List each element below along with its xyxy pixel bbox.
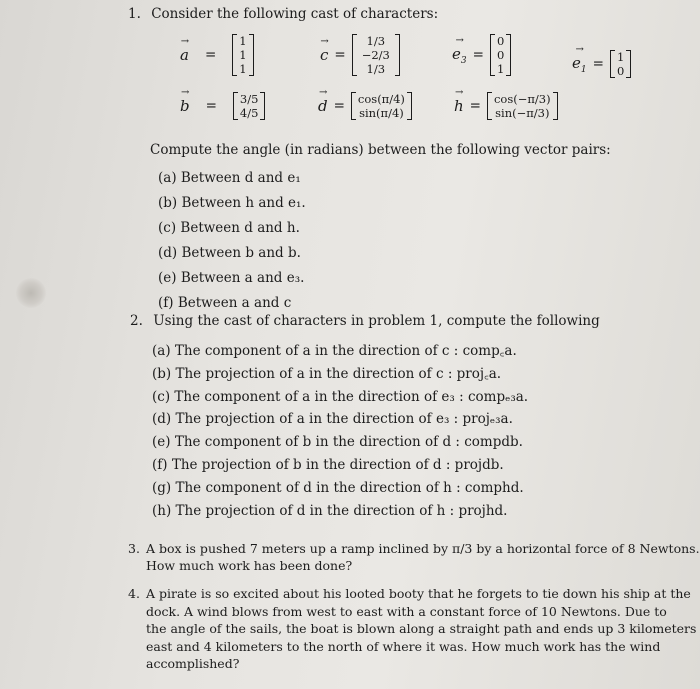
- vector-symbol: → a: [180, 46, 189, 64]
- problem-3: [128, 540, 700, 574]
- vector-c-definition: [320, 34, 400, 76]
- entry: 0: [496, 34, 505, 48]
- item-label: (f): [158, 295, 174, 311]
- vector-symbol: → $e_3$: [452, 45, 467, 66]
- vector-h-definition: [454, 92, 558, 120]
- column-vector: [232, 34, 253, 76]
- column-vector: [610, 50, 631, 78]
- item-label: (c): [158, 220, 177, 236]
- item-text: The component of b in the direction of d : compdb.: [174, 434, 523, 451]
- list-item: [158, 216, 306, 241]
- equals-sign: =: [204, 47, 217, 63]
- list-item: [158, 266, 306, 291]
- problem-1-list: [158, 166, 306, 316]
- item-label: (a): [158, 170, 177, 186]
- item-text: Between a and c: [177, 295, 292, 311]
- problem-number: 2.: [130, 313, 143, 329]
- entry: 1: [239, 48, 247, 62]
- column-vector: [487, 92, 558, 120]
- problem-line: accomplished?: [146, 656, 240, 671]
- entry: sin(−π/3): [495, 106, 550, 120]
- list-item: [158, 191, 306, 216]
- problem-number: 4.: [128, 586, 140, 601]
- problem-1-prompt: Compute the angle (in radians) between the following vector pairs:: [150, 142, 611, 158]
- list-item: [152, 386, 528, 409]
- column-vector: [351, 92, 412, 120]
- item-label: (b): [152, 365, 172, 382]
- vector-symbol: → $e_1$: [572, 54, 587, 75]
- item-text: Between h and e₁.: [181, 195, 306, 211]
- column-vector: [352, 34, 400, 76]
- item-text: The component of a in the direction of c : comp꜀a.: [174, 343, 517, 359]
- problem-2-list: [152, 340, 528, 522]
- entry: cos(π/4): [357, 92, 405, 106]
- column-vector: [490, 34, 511, 76]
- list-item: [152, 363, 528, 386]
- item-text: Between a and e₃.: [180, 270, 305, 286]
- item-label: (g): [152, 479, 172, 496]
- problem-intro: Consider the following cast of characters:: [151, 6, 439, 22]
- item-label: (d): [158, 245, 178, 261]
- item-label: (e): [158, 270, 177, 286]
- item-label: (d): [152, 411, 172, 428]
- problem-line: A box is pushed 7 meters up a ramp inclined by π/3 by a horizontal force of 8 Newtons.: [146, 541, 700, 556]
- list-item: [152, 454, 528, 477]
- entry: −2/3: [361, 48, 390, 62]
- problem-4: [128, 585, 696, 673]
- entry: 0: [496, 48, 505, 62]
- problem-line: How much work has been done?: [146, 558, 353, 573]
- vector-symbol: → b: [180, 97, 190, 115]
- entry: cos(−π/3): [493, 92, 551, 106]
- bracket-right: [395, 34, 400, 76]
- item-label: (b): [158, 195, 178, 211]
- entry: 1/3: [366, 34, 386, 48]
- item-text: The projection of a in the direction of c : proj꜀a.: [175, 365, 502, 382]
- entry: 1: [239, 62, 247, 76]
- problem-2-header: [130, 313, 600, 329]
- paper-shadow: [16, 278, 46, 308]
- list-item: [152, 500, 528, 523]
- problem-number: 3.: [128, 541, 140, 556]
- problem-line: the angle of the sails, the boat is blown along a straight path and ends up 3 kilometers: [146, 621, 697, 636]
- problem-line: A pirate is so excited about his looted booty that he forgets to tie down his ship at the: [146, 586, 691, 601]
- vector-a-definition: [180, 34, 254, 76]
- bracket-right: [626, 50, 631, 78]
- list-item: [152, 431, 528, 454]
- list-item: [152, 477, 528, 500]
- item-text: The component of a in the direction of e₃ : compₑ₃a.: [174, 388, 529, 405]
- item-label: (f): [152, 456, 168, 473]
- vector-e3-definition: [452, 34, 511, 76]
- entry: sin(π/4): [359, 106, 404, 120]
- equals-sign: =: [205, 98, 217, 114]
- item-label: (h): [152, 502, 172, 519]
- problem-line: east and 4 kilometers to the north of where it was. How much work has the wind: [146, 638, 661, 654]
- vector-symbol: → h: [454, 97, 464, 115]
- item-text: The projection of d in the direction of h : projhd.: [175, 502, 508, 519]
- equals-sign: =: [334, 47, 346, 63]
- list-item: [158, 166, 306, 191]
- vector-e1-definition: [572, 50, 631, 78]
- bracket-right: [407, 92, 412, 120]
- item-text: The projection of a in the direction of e₃ : projₑ₃a.: [175, 411, 513, 428]
- equals-sign: =: [469, 98, 481, 114]
- problem-line: dock. A wind blows from west to east with a constant force of 10 Newtons. Due to: [146, 603, 667, 619]
- problem-1-header: [128, 6, 438, 22]
- item-label: (e): [152, 434, 171, 451]
- entry: 1: [239, 34, 247, 48]
- item-text: The component of d in the direction of h : comphd.: [175, 479, 524, 496]
- entry: 1: [496, 62, 505, 76]
- item-text: Between d and h.: [180, 220, 300, 236]
- item-text: The projection of b in the direction of d : projdb.: [171, 456, 504, 473]
- equals-sign: =: [333, 98, 345, 114]
- equals-sign: =: [472, 47, 484, 63]
- vector-symbol: → c: [320, 46, 328, 64]
- vector-symbol: → d: [318, 97, 328, 115]
- bracket-right: [506, 34, 511, 76]
- vector-b-definition: [180, 92, 265, 120]
- bracket-right: [553, 92, 558, 120]
- item-text: Between b and b.: [181, 245, 301, 261]
- problem-prompt: Using the cast of characters in problem 1, compute the following: [153, 313, 600, 329]
- item-text: Between d and e₁: [180, 170, 301, 186]
- equals-sign: =: [592, 56, 604, 72]
- list-item: [152, 408, 528, 431]
- problem-number: 1.: [128, 6, 141, 22]
- bracket-right: [249, 34, 254, 76]
- list-item: [158, 241, 306, 266]
- entry: 1: [616, 50, 625, 64]
- entry: 4/5: [239, 106, 259, 120]
- item-label: (c): [152, 388, 171, 405]
- column-vector: [233, 92, 266, 120]
- entry: 3/5: [239, 92, 259, 106]
- item-label: (a): [152, 343, 171, 359]
- entry: 0: [616, 64, 625, 78]
- entry: 1/3: [366, 62, 386, 76]
- bracket-right: [260, 92, 265, 120]
- list-item: [152, 340, 528, 363]
- vector-d-definition: [318, 92, 412, 120]
